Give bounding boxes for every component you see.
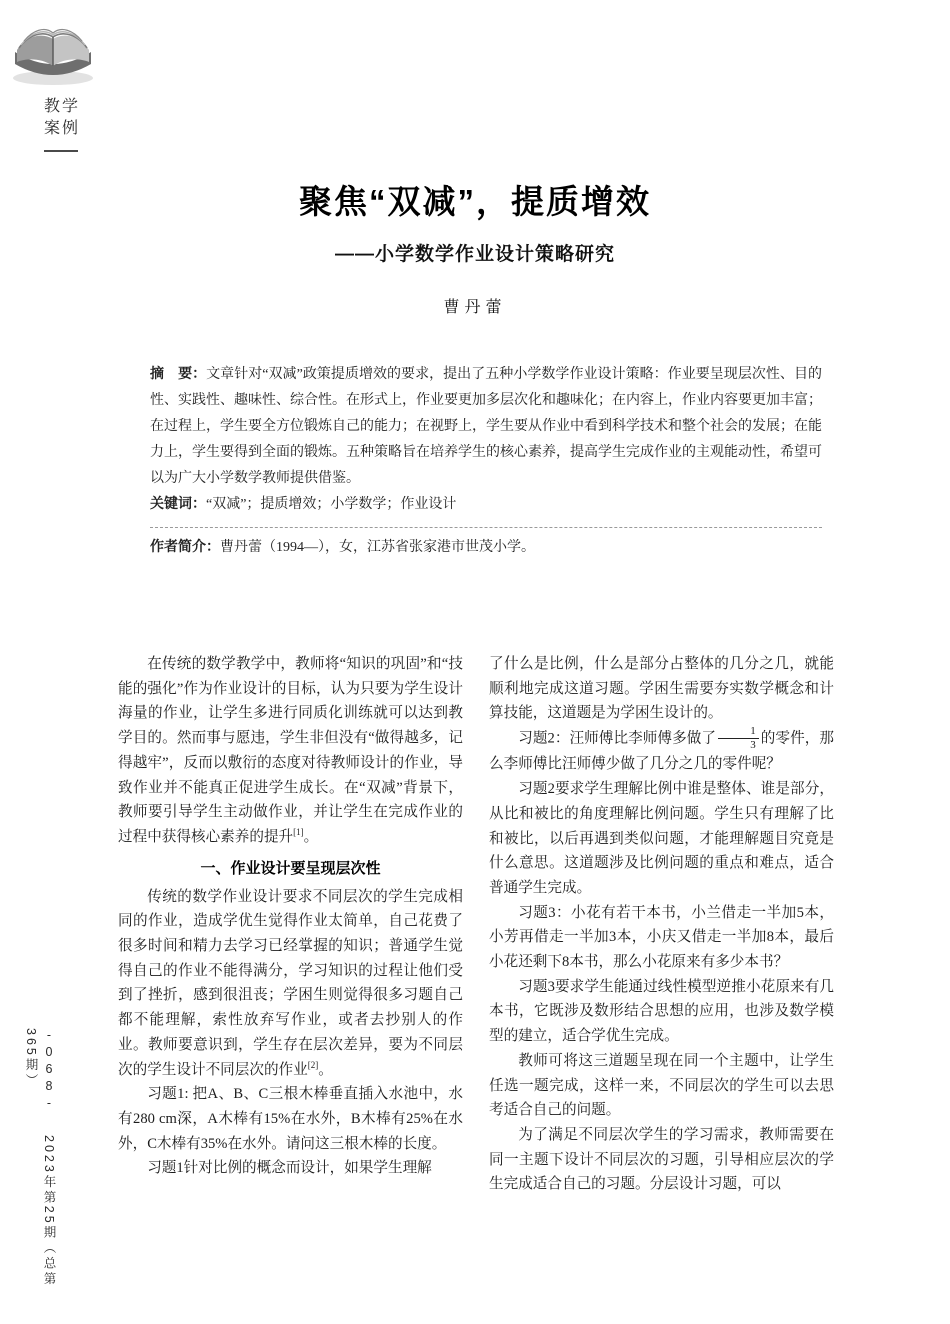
article-header <box>118 176 832 317</box>
fraction: $\frac{1}{3}$ <box>718 725 759 751</box>
body-paragraph: 习题3：小花有若干本书，小兰借走一半加5本，小芳再借走一半加3本，小庆又借走一半加8本，最后小花还剩下8本书，那么小花原来有多少本书？ <box>489 904 834 971</box>
abstract-label: 摘 要： <box>150 367 207 382</box>
author-bio <box>150 535 822 561</box>
body-paragraph: 在传统的数学教学中，教师将“知识的巩固”和“技能的强化”作为作业设计的目标，认为只要为学生设计海量的作业，让学生多进行同质化训练就可以达到教学目的。然而事与愿违，学生非但没有“做得越多，记得越牢”，反而以敷衍的态度对待教师设计的作业，导致作业并不能真正促进学生成长。在“双减”背景下，教师要引导学生主动做作业，并让学生在完成作业的过程中获得核心素养的提升[1]。 <box>118 656 463 845</box>
abstract <box>150 362 822 492</box>
keywords-text: “双减”；提质增效；小学数学；作业设计 <box>206 497 457 512</box>
body-paragraph: 了什么是比例，什么是部分占整体的几分之几，就能顺利地完成这道习题。学困生需要夯实数学概念和计算技能，这道题是为学困生设计的。 <box>489 656 834 722</box>
body-paragraph: 教师可将这三道题呈现在同一个主题中，让学生任选一题完成，这样一来，不同层次的学生可以去思考适合自己的问题。 <box>489 1052 834 1119</box>
author-bio-label: 作者简介： <box>150 540 220 555</box>
body-paragraph: 习题2：汪师傅比李师傅多做了 $\frac{1}{3}$ 的零件，那么李师傅比汪师傅少做了几分之几的零件呢？ <box>489 725 834 773</box>
body-paragraph: 习题2要求学生理解比例中谁是整体、谁是部分，从比和被比的角度理解比例问题。学生只有理解了比和被比，以后再遇到类似问题，才能理解题目究竟是什么意思。这道题涉及比例问题的重点和难点，适合普通学生完成。 <box>489 781 834 896</box>
column-tag-line1: 教学 <box>44 98 81 115</box>
right-column <box>489 652 834 1197</box>
issue-info: 2023年第25期（总第365期） <box>24 1028 56 1289</box>
dashed-divider <box>150 527 822 528</box>
left-column <box>118 652 463 1197</box>
column-tag-line2: 案例 <box>44 120 81 137</box>
body-paragraph: 为了满足不同层次学生的学习需求，教师需要在同一主题下设计不同层次的习题，引导相应层次的学生完成适合自己的习题。分层设计习题，可以 <box>489 1126 834 1193</box>
body-paragraph: 习题3要求学生能通过线性模型逆推小花原来有几本书，它既涉及数形结合思想的应用，也涉及数学模型的建立，适合学优生完成。 <box>489 978 834 1045</box>
side-meta <box>22 1028 58 1298</box>
keywords <box>150 492 822 518</box>
citation-superscript: [2] <box>307 1059 319 1070</box>
body-paragraph: 习题1: 把A、B、C三根木棒垂直插入水池中，水有280 cm深，A木棒有15%在水外，B木棒有25%在水外，C木棒有35%在水外。请问这三根木棒的长度。 <box>118 1086 463 1152</box>
open-book-icon <box>8 8 98 92</box>
article-title: 聚焦“双减”，提质增效 <box>299 183 651 220</box>
column-tag <box>44 96 80 152</box>
body-paragraph: 传统的数学作业设计要求不同层次的学生完成相同的作业，造成学优生觉得作业太简单，自己花费了很多时间和精力去学习已经掌握的知识；普通学生觉得自己的作业不能得满分，学习知识的过程让他们受到了挫折，感到很沮丧；学困生则觉得很多习题自己都不能理解，索性放弃写作业，或者去抄别人的作业。教师要意识到，学生存在层次差异，要为不同层次的学生设计不同层次的作业[2]。 <box>118 888 463 1078</box>
article-body <box>118 652 834 1197</box>
abstract-text: 文章针对“双减”政策提质增效的要求，提出了五种小学数学作业设计策略：作业要呈现层次性、目的性、实践性、趣味性、综合性。在形式上，作业要更加多层次化和趣味化；在内容上，作业内容要更加丰富；在过程上，学生要全方位锻炼自己的能力；在视野上，学生要从作业中看到科学技术和整个社会的发展；在能力上，学生要得到全面的锻炼。五种策略旨在培养学生的核心素养，提高学生完成作业的主观能动性，希望可以为广大小学数学教师提供借鉴。 <box>150 367 822 486</box>
page-number: -068- <box>42 1028 56 1113</box>
body-paragraph: 习题1针对比例的概念而设计，如果学生理解 <box>147 1160 432 1177</box>
column-tag-rule <box>44 150 78 152</box>
section-heading: 一、作业设计要呈现层次性 <box>200 859 381 877</box>
author-name: 曹丹蕾 <box>443 299 507 316</box>
author-bio-text: 曹丹蕾（1994—），女，江苏省张家港市世茂小学。 <box>220 540 535 555</box>
keywords-label: 关键词： <box>150 497 206 512</box>
citation-superscript: [1] <box>293 827 304 838</box>
front-matter <box>150 362 822 561</box>
open-book-image <box>8 8 98 92</box>
article-subtitle: ——小学数学作业设计策略研究 <box>334 244 615 265</box>
